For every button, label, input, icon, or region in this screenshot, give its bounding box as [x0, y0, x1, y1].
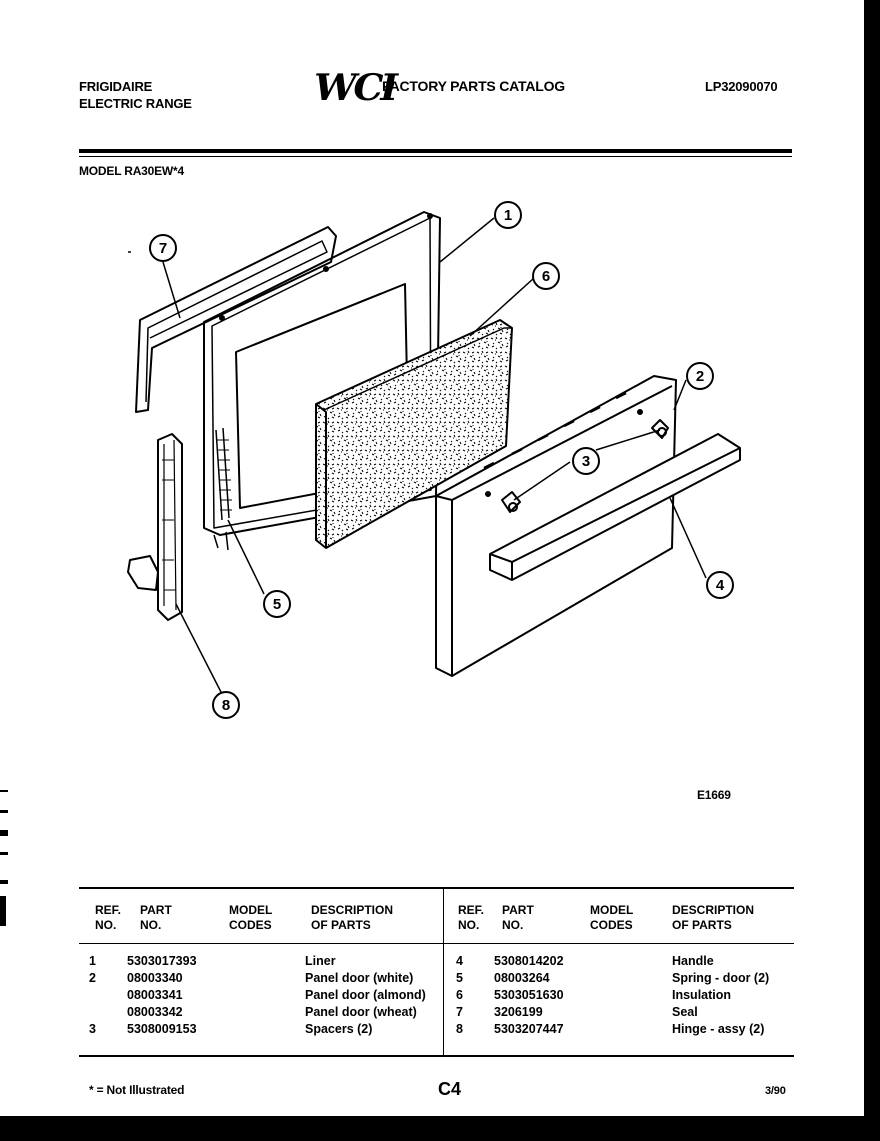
- right-col-desc-header: DESCRIPTION OF PARTS: [672, 903, 755, 932]
- right-col-ref-header: REF. NO.: [458, 903, 485, 932]
- row-ref: 3: [89, 1022, 96, 1036]
- row-ref: 5: [456, 971, 463, 985]
- scan-edge-mark: [0, 810, 8, 813]
- row-ref: 6: [456, 988, 463, 1002]
- product-type: ELECTRIC RANGE: [79, 96, 192, 111]
- left-col-desc-header: DESCRIPTION OF PARTS: [311, 903, 394, 932]
- row-description: Spring - door (2): [672, 971, 770, 985]
- row-ref: 4: [456, 954, 463, 968]
- revision-date: 3/90: [765, 1085, 786, 1097]
- figure-code: E1669: [697, 788, 731, 802]
- row-description: Spacers (2): [305, 1022, 373, 1036]
- callout-3-label: 3: [581, 453, 591, 470]
- row-description: Seal: [672, 1005, 698, 1019]
- scan-edge-mark: [0, 830, 8, 836]
- row-description: Insulation: [672, 988, 732, 1002]
- left-col-ref-header: REF. NO.: [95, 903, 122, 932]
- scan-edge-mark: [0, 852, 8, 855]
- footnote: * = Not Illustrated: [89, 1083, 185, 1097]
- page-code: C4: [438, 1079, 462, 1099]
- callout-8-label: 8: [221, 697, 231, 714]
- callout-7-label: 7: [158, 240, 168, 257]
- table-header-rule: [79, 943, 794, 944]
- row-ref: 2: [89, 971, 96, 985]
- callout-3a: [573, 448, 599, 474]
- callout-1: [495, 202, 521, 228]
- brand-name: FRIGIDAIRE: [79, 79, 153, 94]
- right-col-part-header: PART NO.: [502, 903, 534, 932]
- table-top-rule: [79, 887, 794, 889]
- row-part-no: 5308014202: [494, 954, 564, 968]
- table-bottom-rule: [79, 1055, 794, 1057]
- row-ref: 7: [456, 1005, 463, 1019]
- callout-6-label: 6: [541, 268, 551, 285]
- row-part-no: 3206199: [494, 1005, 543, 1019]
- scan-edge-mark: [0, 880, 8, 884]
- row-part-no: 5303207447: [494, 1022, 564, 1036]
- row-ref: 8: [456, 1022, 463, 1036]
- callout-5: [264, 591, 290, 617]
- hinge-part: [128, 434, 182, 620]
- row-description: Liner: [305, 954, 336, 968]
- row-part-no: 5303051630: [494, 988, 564, 1002]
- row-part-no: 08003340: [127, 971, 183, 985]
- catalog-title: FACTORY PARTS CATALOG: [382, 78, 565, 94]
- callout-6: [533, 263, 559, 289]
- callout-8: [213, 692, 239, 718]
- scan-edge-mark: [0, 896, 6, 926]
- callout-4: [707, 572, 733, 598]
- row-description: Panel door (white): [305, 971, 414, 985]
- callout-2-label: 2: [695, 368, 705, 385]
- table-center-divider: [443, 889, 444, 1055]
- row-part-no: 08003341: [127, 988, 183, 1002]
- model-line: MODEL RA30EW*4: [79, 164, 185, 178]
- row-description: Handle: [672, 954, 714, 968]
- catalog-number: LP32090070: [705, 79, 778, 94]
- callout-5-label: 5: [272, 596, 282, 613]
- row-description: Panel door (almond): [305, 988, 426, 1002]
- row-part-no: 08003264: [494, 971, 550, 985]
- scan-edge-mark: [0, 790, 8, 792]
- left-col-model-header: MODEL CODES: [229, 903, 273, 932]
- left-col-part-header: PART NO.: [140, 903, 172, 932]
- row-description: Panel door (wheat): [305, 1005, 417, 1019]
- callout-2: [687, 363, 713, 389]
- callout-1-label: 1: [503, 207, 513, 224]
- callout-4-label: 4: [715, 577, 725, 594]
- wci-logo: WCI: [314, 67, 395, 109]
- row-part-no: 08003342: [127, 1005, 183, 1019]
- row-part-no: 5308009153: [127, 1022, 197, 1036]
- callout-7: [150, 235, 176, 261]
- right-col-model-header: MODEL CODES: [590, 903, 634, 932]
- row-ref: 1: [89, 954, 96, 968]
- row-description: Hinge - assy (2): [672, 1022, 765, 1036]
- row-part-no: 5303017393: [127, 954, 197, 968]
